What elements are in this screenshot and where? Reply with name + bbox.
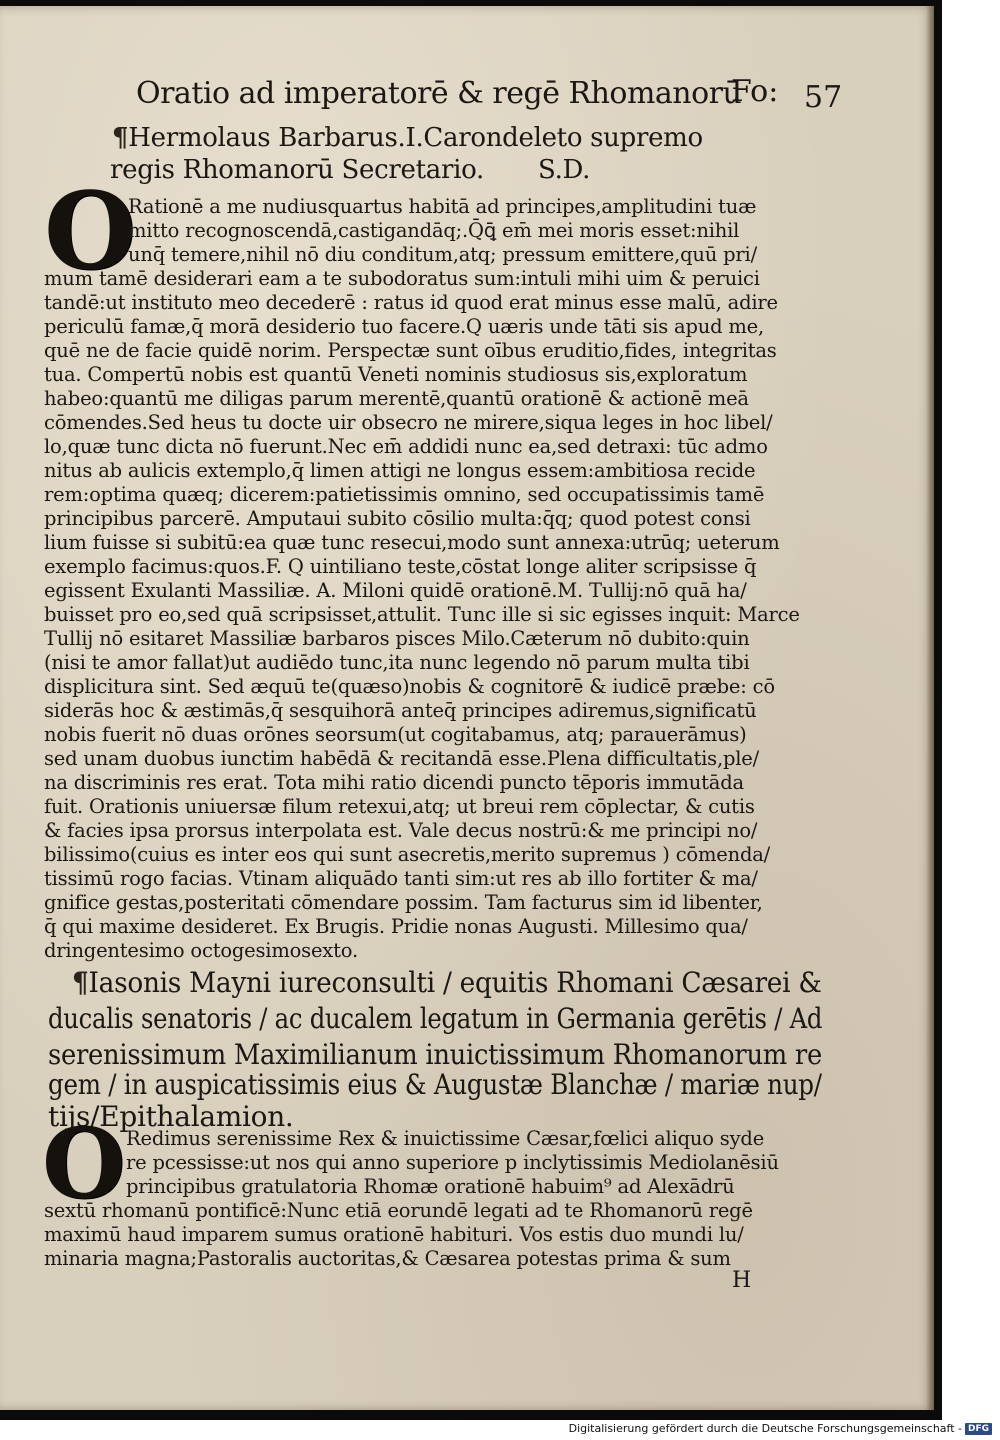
body-line: re pcessisse:ut nos qui anno superiore p inclytissimis Mediolanēsiū bbox=[126, 1151, 779, 1174]
body-line: minaria magna;Pastoralis auctoritas,& Cæsarea potestas prima & sum bbox=[44, 1247, 731, 1270]
body-line: sextū rhomanū pontificē:Nunc etiā eorundē legati ad te Rhomanorū regē bbox=[44, 1199, 753, 1222]
page bbox=[0, 6, 934, 1410]
folio-label: Fo: bbox=[731, 74, 779, 109]
epithalamion-heading-line-5: tijs/Epithalamion. bbox=[48, 1100, 294, 1133]
body-line: na discriminis res erat. Tota mihi ratio dicendi puncto tēporis immutāda bbox=[44, 771, 744, 794]
body-line: fuit. Orationis uniuersæ filum retexui,atq; ut breui rem cōplectar, & cutis bbox=[44, 795, 755, 818]
body-line: periculū famæ,q̄ morā desiderio tuo facere.Q uæris unde tāti sis apud me, bbox=[44, 315, 764, 338]
body-line: Redimus serenissime Rex & inuictissime Cæsar,fœlici aliquo syde bbox=[126, 1127, 765, 1150]
body-line: mum tamē desiderari eam a te subodoratus sum:intuli mihi uim & peruici bbox=[44, 267, 760, 290]
body-line: tua. Compertū nobis est quantū Veneti nominis studiosus sis,exploratum bbox=[44, 363, 748, 386]
epithalamion-heading-line-4: gem / in auspicatissimis eius & Augustæ Blanchæ / mariæ nup/ bbox=[48, 1068, 822, 1101]
folio-number: 57 bbox=[804, 80, 843, 115]
body-line: principibus parcerē. Amputaui subito cōsilio multa:q̄q; quod potest consi bbox=[44, 507, 751, 530]
body-line: mitto recognoscendā,castigandāq;.Q̄ꝗ̄ em̄ mei moris esset:nihil bbox=[128, 219, 740, 242]
catchword: H bbox=[732, 1268, 752, 1293]
body-line: q̄ qui maxime desideret. Ex Brugis. Pridie nonas Augusti. Millesimo qua/ bbox=[44, 915, 748, 938]
body-line: cōmendes.Sed heus tu docte uir obsecro ne mirere,siqua leges in hoc libel/ bbox=[44, 411, 773, 434]
epithalamion-heading-line-2: ducalis senatoris / ac ducalem legatum in Germania gerētis / Ad bbox=[48, 1002, 823, 1035]
drop-initial-1: O bbox=[44, 168, 137, 293]
pilcrow-icon: ¶ bbox=[72, 966, 89, 999]
body-line: Rationē a me nudiusquartus habitā ad principes,amplitudini tuæ bbox=[128, 195, 757, 218]
page-edge bbox=[926, 6, 934, 1410]
epithalamion-heading-line-1 bbox=[72, 966, 822, 1000]
body-line: gnifice gestas,posteritati cōmendare possim. Tam facturus sim id libenter, bbox=[44, 891, 763, 914]
letter-heading-line-1 bbox=[112, 122, 703, 154]
epithalamion-heading-line-3: serenissimum Maximilianum inuictissimum Rhomanorum re bbox=[48, 1038, 822, 1071]
body-line: rem:optima quæq; dicerem:patietissimis omnino, sed occupatissimis tamē bbox=[44, 483, 765, 506]
body-line: tandē:ut instituto meo decederē : ratus id quod erat minus esse malū, adire bbox=[44, 291, 778, 314]
body-line: habeo:quantū me diligas parum merentē,quantū orationē & actionē meā bbox=[44, 387, 749, 410]
body-line: lium fuisse si subitū:ea quæ tunc resecui,modo sunt annexa:utrūq; ueterum bbox=[44, 531, 780, 554]
letter-salutation: S.D. bbox=[538, 155, 591, 185]
body-line: egissent Exulanti Massiliæ. A. Miloni quidē orationē.M. Tullij:nō quā ha/ bbox=[44, 579, 747, 602]
body-line: displicitura sint. Sed æquū te(quæso)nobis & cognitorē & iudicē præbe: cō bbox=[44, 675, 775, 698]
body-line: dringentesimo octogesimosexto. bbox=[44, 939, 358, 962]
body-line: Tullij nō esitaret Massiliæ barbaros pisces Milo.Cæterum nō dubito:quin bbox=[44, 627, 750, 650]
dfg-logo: DFG bbox=[965, 1423, 992, 1435]
body-line: nobis fuerit nō duas orōnes seorsum(ut cogitabamus, atq; parauerāmus) bbox=[44, 723, 747, 746]
body-line: sed unam duobus iunctim habēdā & recitandā esse.Plena difficultatis,ple/ bbox=[44, 747, 759, 770]
epithalamion-heading-text: Iasonis Mayni iureconsulti / equitis Rhomani Cæsarei & bbox=[88, 966, 822, 999]
body-line: principibus gratulatoria Rhomæ orationē habuim⁹ ad Alexādrū bbox=[126, 1175, 735, 1198]
body-line: & facies ipsa prorsus interpolata est. Vale decus nostrū:& me principi no/ bbox=[44, 819, 758, 842]
body-line: siderās hoc & æstimās,q̄ sesquihorā anteq̄ principes adiremus,significatū bbox=[44, 699, 757, 722]
funding-credit-text: Digitalisierung gefördert durch die Deutsche Forschungsgemeinschaft - bbox=[568, 1422, 962, 1435]
body-line: (nisi te amor fallat)ut audiēdo tunc,ita nunc legendo nō parum multa tibi bbox=[44, 651, 750, 674]
body-line: buisset pro eo,sed quā scripsisset,attulit. Tunc ille si sic egisses inquit: Marce bbox=[44, 603, 800, 626]
letter-heading-text: Hermolaus Barbarus.I.Carondeleto supremo bbox=[128, 123, 703, 153]
body-line: lo,quæ tunc dicta nō fuerunt.Nec em̄ addidi nunc ea,sed detraxi: tūc admo bbox=[44, 435, 768, 458]
running-head-title: Oratio ad imperatorē & regē Rhomanorū bbox=[136, 76, 742, 111]
body-line: maximū haud imparem sumus orationē habituri. Vos estis duo mundi lu/ bbox=[44, 1223, 744, 1246]
body-line: quē ne de facie quidē norim. Perspectæ sunt oībus eruditio,fides, integritas bbox=[44, 339, 777, 362]
body-line: bilissimo(cuius es inter eos qui sunt asecretis,merito supremus ) cōmenda/ bbox=[44, 843, 771, 866]
pilcrow-icon: ¶ bbox=[112, 123, 129, 153]
letter-heading-line-2: regis Rhomanorū Secretario. bbox=[110, 155, 484, 185]
body-line: tissimū rogo facias. Vtinam aliquādo tanti sim:ut res ab illo fortiter & ma/ bbox=[44, 867, 758, 890]
body-line: exemplo facimus:quos.F. Q uintiliano teste,cōstat longe aliter scripsisse q̄ bbox=[44, 555, 757, 578]
body-line: unq̄ temere,nihil nō diu conditum,atq; pressum emittere,quū pri/ bbox=[128, 243, 757, 266]
funding-credit bbox=[569, 1422, 992, 1435]
drop-initial-2: O bbox=[42, 1107, 126, 1220]
body-line: nitus ab aulicis extemplo,q̄ limen attigi ne longus essem:ambitiosa recide bbox=[44, 459, 756, 482]
